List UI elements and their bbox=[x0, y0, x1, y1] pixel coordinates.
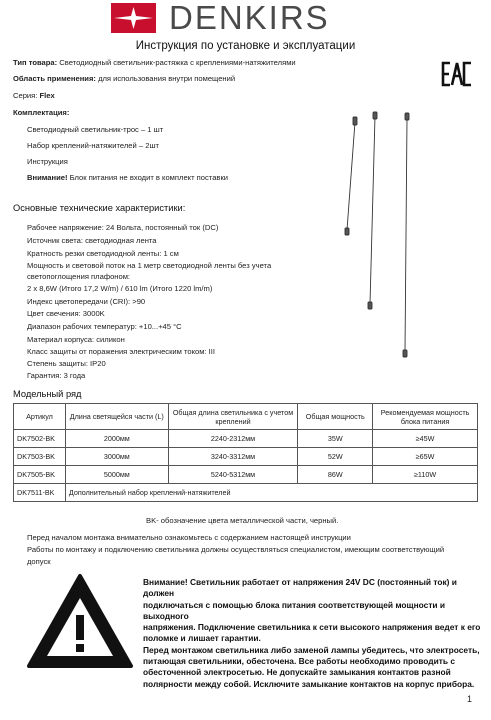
warning-line: подключаться с помощью блока питания соответствующей мощности и выходного bbox=[143, 599, 446, 621]
brand-name: DENKIRS bbox=[169, 0, 330, 36]
lamp-illustration bbox=[335, 110, 415, 370]
kit-item: Светодиодный светильник-трос – 1 шт bbox=[27, 125, 164, 134]
table-cell: DK7502-BK bbox=[14, 430, 66, 448]
note-text: Перед началом монтажа внимательно ознакомьтесь с содержанием настоящей инструкции bbox=[27, 533, 351, 542]
table-cell: ≥110W bbox=[373, 466, 478, 484]
page-number: 1 bbox=[467, 694, 473, 704]
series-value: Flex bbox=[39, 91, 55, 100]
eac-certification-mark bbox=[441, 60, 473, 88]
spec-item: Источник света: светодиодная лента bbox=[27, 236, 157, 245]
table-cell: DK7505-BK bbox=[14, 466, 66, 484]
table-header: Рекомендуемая мощность блока питания bbox=[373, 404, 478, 430]
product-type-value: Светодиодный светильник-растяжка с креплениями-натяжителями bbox=[59, 58, 296, 67]
spec-item: Индекс цветопередачи (CRI): >90 bbox=[27, 297, 146, 306]
spec-item: Рабочее напряжение: 24 Вольта, постоянный ток (DC) bbox=[27, 223, 219, 232]
table-cell: ≥65W bbox=[373, 448, 478, 466]
document-title: Инструкция по установке и эксплуатации bbox=[135, 40, 356, 52]
table-cell: 3240-3312мм bbox=[168, 448, 298, 466]
kit-item: Инструкция bbox=[27, 157, 68, 166]
application-area-value: для использования внутри помещений bbox=[98, 74, 236, 83]
warning-line: напряжения. Подключение светильника к сети высокого напряжения ведет к его bbox=[143, 622, 481, 633]
table-cell: DK7511-BK bbox=[14, 484, 66, 502]
table-cell: 86W bbox=[298, 466, 373, 484]
specs-title: Основные технические характеристики: bbox=[13, 203, 186, 213]
spec-item: 2 x 8,6W (Итого 17,2 W/m) / 610 lm (Итого 1220 lm/m) bbox=[27, 284, 213, 293]
star-logo-icon bbox=[111, 3, 156, 33]
color-footnote: BK- обозначение цвета металлической части, черный. bbox=[146, 516, 339, 525]
product-type bbox=[13, 58, 296, 68]
spec-item: Кратность резки светодиодной ленты: 1 см bbox=[27, 249, 179, 258]
warning-line: поломке и лишает гарантии. bbox=[143, 633, 261, 644]
model-range-title: Модельный ряд bbox=[13, 389, 82, 399]
warning-line: обесточенной электросетью. Не допускайте замыкания контактов разной bbox=[143, 667, 451, 678]
warning-line: Внимание! Светильник работает от напряжения 24V DC (постоянный ток) и должен bbox=[143, 577, 457, 599]
warning-icon bbox=[25, 572, 135, 670]
table-cell: 5000мм bbox=[65, 466, 168, 484]
table-header: Общая мощность bbox=[298, 404, 373, 430]
table-row bbox=[14, 466, 478, 484]
series-label: Серия: bbox=[13, 91, 38, 100]
kit-warning-label: Внимание! bbox=[27, 173, 68, 182]
warning-line: полярности между собой. Исключите замыкание контактов на корпус прибора. bbox=[143, 678, 475, 689]
series bbox=[13, 91, 55, 101]
table-cell: 3000мм bbox=[65, 448, 168, 466]
warning-line: питающая светильники, обесточена. Все работы необходимо проводить с bbox=[143, 656, 456, 667]
table-cell: 2000мм bbox=[65, 430, 168, 448]
spec-item: светопоглощения плафоном: bbox=[27, 272, 131, 281]
spec-item: Степень защиты: IP20 bbox=[27, 359, 106, 368]
spec-item: Мощность и световой поток на 1 метр светодиодной ленты без учета bbox=[27, 261, 272, 270]
table-cell: 35W bbox=[298, 430, 373, 448]
table-cell: 2240-2312мм bbox=[168, 430, 298, 448]
warning-text bbox=[143, 577, 483, 690]
note-text: допуск bbox=[27, 557, 51, 566]
eac-icon bbox=[441, 60, 473, 88]
table-row bbox=[14, 430, 478, 448]
note-text: Работы по монтажу и подключению светильника должны осуществляться специалистом, имеющим соответствующий bbox=[27, 545, 445, 554]
kit-item: Набор креплений-натяжителей – 2шт bbox=[27, 141, 160, 150]
warning-line: Перед монтажом светильника либо заменой лампы убедитесь, что электросеть, bbox=[143, 644, 480, 655]
brand-logo bbox=[111, 3, 156, 33]
table-cell: Дополнительный набор креплений-натяжителей bbox=[65, 484, 477, 502]
table-row bbox=[14, 448, 478, 466]
kit-warning-text: Блок питания не входит в комплект поставки bbox=[69, 173, 229, 182]
table-header-row bbox=[14, 404, 478, 430]
table-cell: 52W bbox=[298, 448, 373, 466]
application-area-label: Область применения: bbox=[13, 74, 96, 83]
application-area bbox=[13, 74, 235, 84]
table-row-accessory bbox=[14, 484, 478, 502]
table-header: Артикул bbox=[14, 404, 66, 430]
table-header: Общая длина светильника с учетом креплений bbox=[168, 404, 298, 430]
product-type-label: Тип товара: bbox=[13, 58, 58, 67]
model-range-table bbox=[13, 403, 478, 502]
spec-item: Цвет свечения: 3000K bbox=[27, 309, 105, 318]
table-cell: ≥45W bbox=[373, 430, 478, 448]
spec-item: Класс защиты от поражения электрическим током: III bbox=[27, 347, 216, 356]
kit-label: Комплектация: bbox=[13, 108, 70, 117]
table-header: Длина светящейся части (L) bbox=[65, 404, 168, 430]
spec-item: Диапазон рабочих температур: +10...+45 °C bbox=[27, 322, 182, 331]
spec-item: Материал корпуса: силикон bbox=[27, 335, 125, 344]
table-cell: 5240-5312мм bbox=[168, 466, 298, 484]
table-cell: DK7503-BK bbox=[14, 448, 66, 466]
spec-item: Гарантия: 3 года bbox=[27, 371, 86, 380]
kit-warning bbox=[27, 173, 228, 183]
